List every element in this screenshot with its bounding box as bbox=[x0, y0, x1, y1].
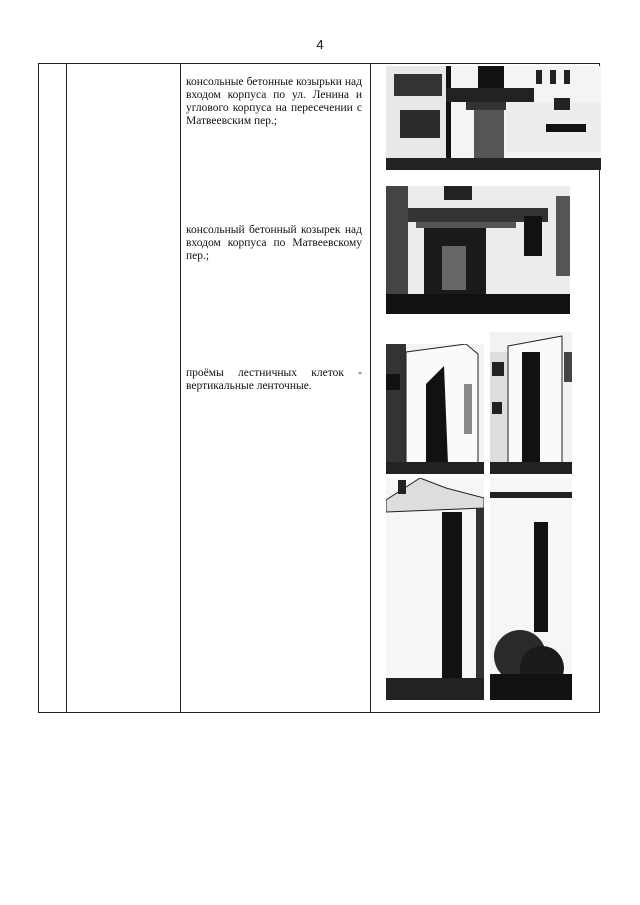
column-divider-1 bbox=[66, 64, 67, 712]
entrance-canopy-photo bbox=[386, 186, 570, 314]
description-table bbox=[38, 63, 600, 713]
stairwell-window-photo-2 bbox=[490, 332, 572, 474]
row-description-2: консольный бетонный козырек над входом корпуса по Матвеевскому пер.; bbox=[186, 224, 362, 262]
stairwell-window-photo-1 bbox=[386, 344, 484, 474]
row-description-1: консольные бетонные козырьки над входом корпуса по ул. Ленина и углового корпуса на пересечении с Матвеевским пер.; bbox=[186, 76, 362, 127]
page-number: 4 bbox=[316, 37, 324, 52]
stairwell-window-photo-4 bbox=[490, 478, 572, 700]
column-divider-2 bbox=[180, 64, 181, 712]
stairwell-window-photo-3 bbox=[386, 478, 484, 700]
column-divider-3 bbox=[370, 64, 371, 712]
row-description-3: проёмы лестничных клеток - вертикальные ленточные. bbox=[186, 367, 362, 392]
building-entrance-canopy-photo bbox=[386, 66, 601, 170]
